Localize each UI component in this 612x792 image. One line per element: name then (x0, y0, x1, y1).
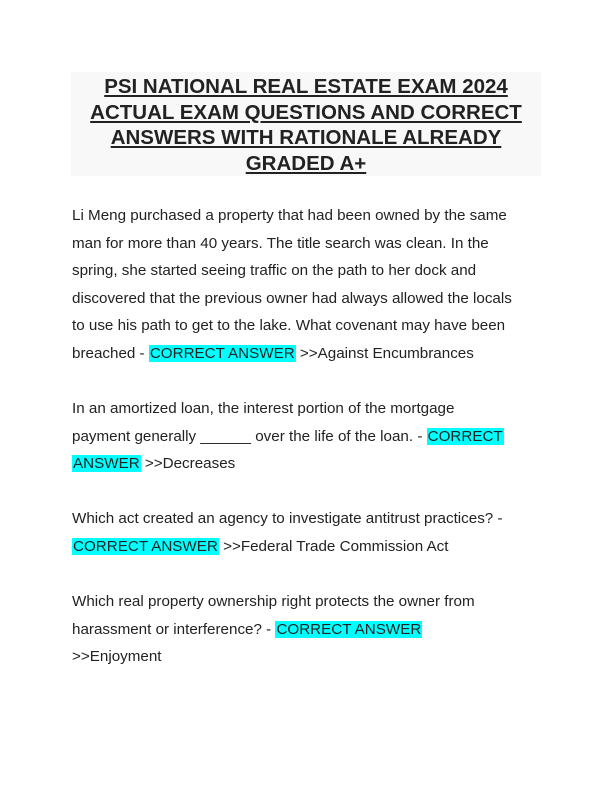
qa-item-1 (72, 202, 542, 367)
answer-text: >>Decreases (144, 455, 236, 472)
correct-answer-marker: CORRECT ANSWER (276, 620, 422, 638)
answer-text: >>Against Encumbrances (299, 344, 474, 362)
qa-item-4 (72, 588, 542, 671)
title-line: PSI NATIONAL REAL ESTATE EXAM 2024 (104, 75, 508, 98)
correct-answer-marker: ANSWER (73, 455, 140, 472)
document-title (71, 72, 541, 176)
title-line: ANSWERS WITH RATIONALE ALREADY (110, 126, 502, 149)
question-line: spring, she started seeing traffic on the path to her dock and (72, 262, 477, 279)
question-line: to use his path to get to the lake. What covenant may have been (72, 317, 506, 334)
qa-item-2 (72, 395, 542, 478)
answer-line: >>Enjoyment (72, 648, 162, 665)
question-line: discovered that the previous owner had always allowed the locals (72, 289, 512, 307)
question-line: In an amortized loan, the interest portion of the mortgage (72, 400, 455, 417)
correct-answer-marker: CORRECT (427, 427, 503, 445)
answer-line (72, 533, 542, 561)
question-text: breached - (72, 344, 149, 362)
question-line (72, 423, 542, 451)
answer-text: >>Federal Trade Commission Act (223, 537, 449, 555)
title-line: GRADED A+ (245, 151, 367, 175)
question-text: payment generally ______ over the life of the loan. - (72, 427, 427, 445)
correct-answer-marker: CORRECT ANSWER (73, 537, 218, 555)
question-answer-line (72, 340, 542, 368)
correct-answer-marker: CORRECT ANSWER (149, 344, 295, 362)
question-line: Which act created an agency to investigate antitrust practices? - (72, 510, 503, 527)
answer-line (72, 450, 542, 478)
question-line (72, 616, 542, 644)
title-line: ACTUAL EXAM QUESTIONS AND CORRECT (90, 100, 522, 124)
question-line: man for more than 40 years. The title search was clean. In the (72, 234, 489, 252)
question-text: harassment or interference? - (72, 620, 276, 638)
question-line: Which real property ownership right protects the owner from (72, 593, 475, 610)
question-line: Li Meng purchased a property that had been owned by the same (72, 207, 507, 224)
qa-item-3 (72, 505, 542, 560)
